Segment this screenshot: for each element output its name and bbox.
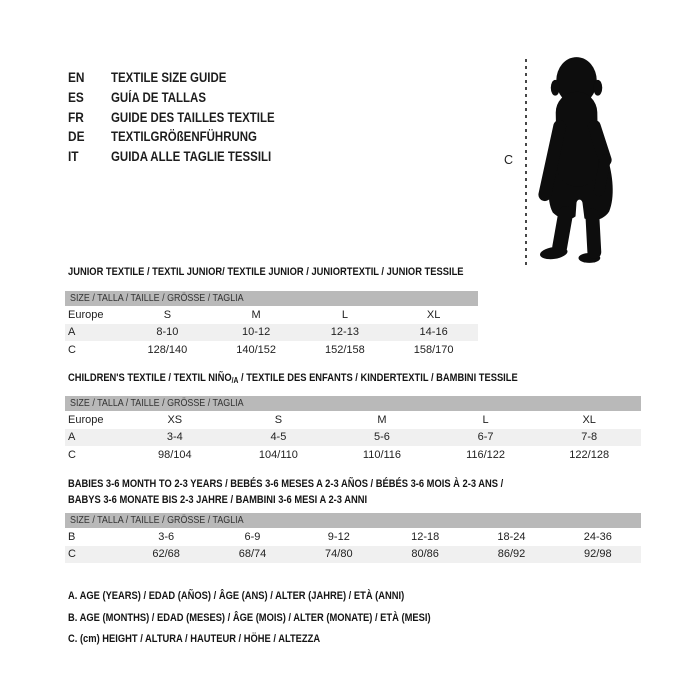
size-cell: 3-4 — [166, 431, 183, 444]
language-label: TEXTILGRÖßENFÜHRUNG — [111, 129, 257, 145]
row-label: C — [68, 448, 76, 461]
footnote-b — [68, 608, 495, 630]
babies-table-title — [65, 477, 641, 508]
footnote-text: B. AGE (MONTHS) / EDAD (MESES) / ÂGE (MOIS) / ALTER (MONATE) / ETÀ (MESI) — [68, 611, 431, 624]
size-cell: 98/104 — [157, 448, 192, 461]
footnote-text: A. AGE (YEARS) / EDAD (AÑOS) / ÂGE (ANS) / ALTER (JAHRE) / ETÀ (ANNI) — [68, 590, 405, 602]
size-cell: 92/98 — [584, 548, 612, 561]
babies-table-title-line1: BABIES 3-6 MONTH TO 2-3 YEARS / BEBÉS 3-6 MESES A 2-3 AÑOS / BÉBÉS 3-6 MOIS À 2-3 ANS / — [68, 478, 504, 490]
children-table-section — [65, 372, 641, 464]
language-code: DE — [68, 129, 85, 145]
table-row-age-years — [65, 324, 478, 342]
size-header-bar — [65, 513, 641, 528]
size-cell: 158/170 — [413, 343, 454, 356]
title-part: CHILDREN'S TEXTILE / TEXTIL NIÑO — [68, 372, 232, 384]
table-row-height — [65, 446, 641, 464]
title-subscript: /A — [231, 376, 239, 385]
size-header-label: SIZE / TALLA / TAILLE / GRÖSSE / TAGLIA — [70, 514, 244, 526]
size-header-bar — [65, 291, 478, 306]
language-code: FR — [68, 109, 84, 125]
size-cell: 18-24 — [497, 530, 526, 543]
title-part: / TEXTILE DES ENFANTS / KINDERTEXTIL / BAMBINI TESSILE — [238, 372, 518, 384]
size-header-label: SIZE / TALLA / TAILLE / GRÖSSE / TAGLIA — [70, 397, 244, 409]
size-cell: 122/128 — [569, 448, 610, 461]
size-cell: 12-13 — [330, 326, 359, 339]
size-cell: 9-12 — [327, 530, 350, 543]
language-row-en — [68, 68, 304, 88]
size-cell: 80/86 — [411, 548, 439, 561]
junior-table-title-text: JUNIOR TEXTILE / TEXTIL JUNIOR/ TEXTILE JUNIOR / JUNIORTEXTIL / JUNIOR TESSILE — [68, 266, 464, 278]
size-cell: 24-36 — [583, 530, 612, 543]
size-cell: 14-16 — [419, 326, 448, 339]
row-label: Europe — [68, 308, 104, 321]
language-label: GUIDE DES TAILLES TEXTILE — [111, 109, 275, 125]
size-cell: 86/92 — [497, 548, 526, 561]
height-marker-label: C — [504, 153, 514, 167]
row-label: B — [68, 530, 76, 543]
row-label: A — [68, 431, 76, 444]
table-row-height — [65, 341, 478, 359]
size-cell: 62/68 — [152, 548, 180, 561]
size-cell: M — [377, 413, 387, 426]
row-label: C — [68, 343, 76, 356]
size-cell: 6-9 — [244, 530, 261, 543]
baby-silhouette-icon — [531, 55, 625, 265]
junior-table-title — [65, 266, 478, 279]
baby-figure — [500, 45, 660, 273]
row-label: C — [68, 548, 76, 561]
size-cell: 6-7 — [477, 431, 494, 444]
footnote-text: C. (cm) HEIGHT / ALTURA / HAUTEUR / HÖHE / ALTEZZA — [68, 633, 321, 646]
size-cell: 128/140 — [147, 343, 188, 356]
size-cell: 8-10 — [156, 326, 179, 339]
table-row-height — [65, 546, 641, 564]
language-label: TEXTILE SIZE GUIDE — [111, 70, 227, 86]
language-label: GUIDA ALLE TAGLIE TESSILI — [111, 149, 272, 165]
size-cell: 12-18 — [411, 530, 440, 543]
junior-size-table — [65, 306, 478, 359]
language-list — [68, 68, 304, 166]
size-header-bar — [65, 396, 641, 411]
size-cell: 110/116 — [362, 448, 402, 461]
size-cell: 152/158 — [324, 343, 365, 356]
size-cell: 5-6 — [374, 431, 390, 444]
language-row-fr — [68, 107, 304, 127]
table-row-age-months — [65, 528, 641, 546]
children-table-title-text — [68, 372, 518, 387]
junior-table-section — [65, 266, 478, 359]
language-code: ES — [68, 90, 84, 106]
size-cell: 74/80 — [325, 548, 353, 561]
row-label: Europe — [68, 413, 104, 426]
size-cell: XS — [167, 413, 183, 426]
size-cell: 10-12 — [242, 326, 271, 339]
children-table-title — [65, 372, 641, 387]
language-row-it — [68, 147, 304, 167]
table-row-age-years — [65, 429, 641, 447]
size-cell: 104/110 — [258, 448, 298, 461]
babies-table-title-line2: BABYS 3-6 MONATE BIS 2-3 JAHRE / BAMBINI 3-6 MESI A 2-3 ANNI — [68, 493, 368, 506]
size-cell: L — [341, 308, 348, 321]
children-size-table — [65, 411, 641, 464]
size-cell: M — [251, 308, 261, 321]
size-cell: 140/152 — [236, 343, 276, 356]
footnote-a — [68, 586, 495, 608]
size-cell: S — [274, 413, 283, 426]
language-row-es — [68, 88, 304, 108]
size-cell: L — [482, 413, 489, 426]
table-row-europe — [65, 411, 641, 429]
footnote-c — [68, 629, 495, 651]
size-cell: 3-6 — [158, 530, 175, 543]
language-row-de — [68, 127, 304, 147]
size-cell: XL — [426, 308, 441, 321]
language-code: IT — [68, 149, 79, 165]
size-cell: S — [163, 308, 172, 321]
row-label: A — [68, 326, 76, 339]
size-cell: XL — [582, 413, 596, 426]
language-label: GUÍA DE TALLAS — [111, 90, 206, 106]
size-cell: 116/122 — [466, 448, 506, 461]
size-cell: 68/74 — [238, 548, 267, 561]
babies-table-section — [65, 477, 641, 563]
height-dashed-line — [525, 59, 527, 265]
language-code: EN — [68, 70, 85, 86]
footnotes — [68, 586, 495, 651]
table-row-europe — [65, 306, 478, 324]
size-header-label: SIZE / TALLA / TAILLE / GRÖSSE / TAGLIA — [70, 292, 244, 304]
size-cell: 4-5 — [270, 431, 287, 444]
size-cell: 7-8 — [581, 431, 598, 444]
babies-size-table — [65, 528, 641, 563]
